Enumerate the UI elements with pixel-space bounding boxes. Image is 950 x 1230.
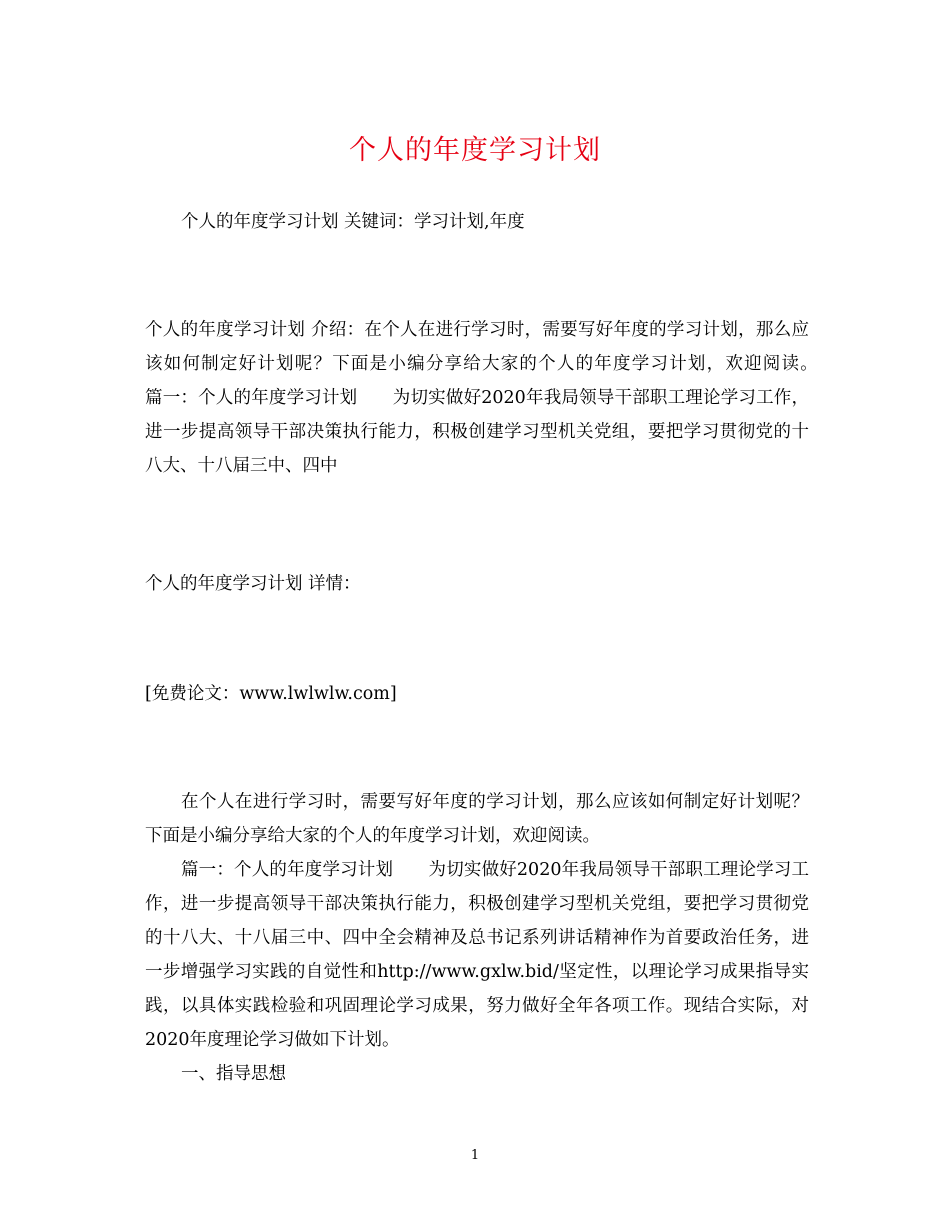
body-paragraph: 篇一：个人的年度学习计划 为切实做好2020年我局领导干部职工理论学习工作，进一步提高领导干部决策执行能力，积极创建学习型机关党组，要把学习贯彻党的十八大、十八届三中、四中全会精神及总书记系列讲话精神作为首要政治任务，进一步增强学习实践的自觉性和http://www.gxlw.bid/坚定性，以理论学习成果指导实践，以具体实践检验和巩固理论学习成果，努力做好全年各项工作。现结合实际，对2020年度理论学习做如下计划。 (145, 860, 809, 1050)
body-text (145, 785, 809, 1091)
detail-heading: 个人的年度学习计划 详情： (145, 574, 361, 594)
document-title: 个人的年度学习计划 (349, 135, 601, 166)
intro-paragraph: 个人的年度学习计划 介绍：在个人在进行学习时，需要写好年度的学习计划，那么应该如何制定好计划呢？下面是小编分享给大家的个人的年度学习计划，欢迎阅读。 篇一：个人的年度学习计划 为切实做好2020年我局领导干部职工理论学习工作，进一步提高领导干部决策执行能力，积极创建学习型机关党组，要把学习贯彻党的十八大、十八届三中、四中 (145, 320, 844, 476)
source-note: [免费论文：www.lwlwlw.com] (145, 684, 397, 704)
section-heading: 一、指导思想 (181, 1064, 286, 1084)
page-number: 1 (470, 1148, 480, 1163)
keywords-line: 个人的年度学习计划 关键词：学习计划,年度 (181, 212, 525, 232)
body-paragraph: 在个人在进行学习时，需要写好年度的学习计划，那么应该如何制定好计划呢？下面是小编分享给大家的个人的年度学习计划，欢迎阅读。 (145, 792, 809, 846)
